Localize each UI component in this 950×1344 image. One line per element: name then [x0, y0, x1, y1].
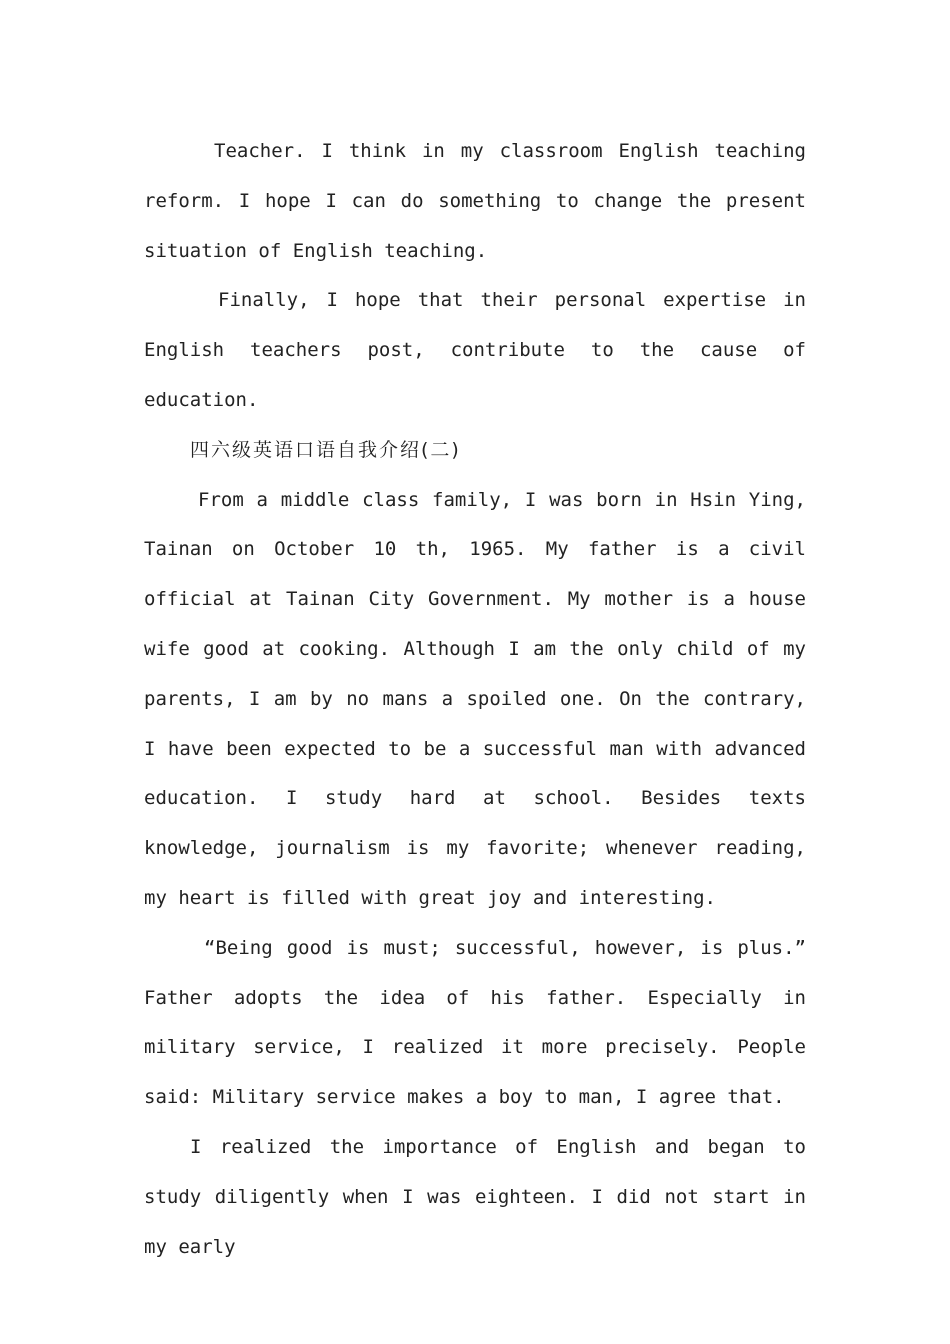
section-heading: 四六级英语口语自我介绍(二)	[190, 438, 461, 461]
paragraph-finally: Finally, I hope that their personal expertise in English teachers post, contribute to the cause of education.	[144, 289, 806, 411]
document-body	[144, 127, 806, 1272]
paragraph-teacher-reform: Teacher. I think in my classroom English teaching reform. I hope I can do something to change the present situation of English teaching.	[144, 140, 806, 262]
paragraph-family-background: From a middle class family, I was born in Hsin Ying, Tainan on October 10 th, 1965. My father is a civil official at Tainan City Government. My mother is a house wife good at cooking. Although I am the only child of my parents, I am by no mans a spoiled one. On the contrary, I have been expected to be a successful man with advanced education. I study hard at school. Besides texts knowledge, journalism is my favorite; whenever reading, my heart is filled with great joy and interesting.	[144, 488, 806, 909]
paragraph-being-good: “Being good is must; successful, however, is plus.” Father adopts the idea of his father. Especially in military service, I realized it more precisely. People said: Military service makes a boy to man, I agree that.	[144, 936, 806, 1109]
paragraph-english-study: I realized the importance of English and began to study diligently when I was eighteen. I did not start in my early	[144, 1135, 806, 1258]
